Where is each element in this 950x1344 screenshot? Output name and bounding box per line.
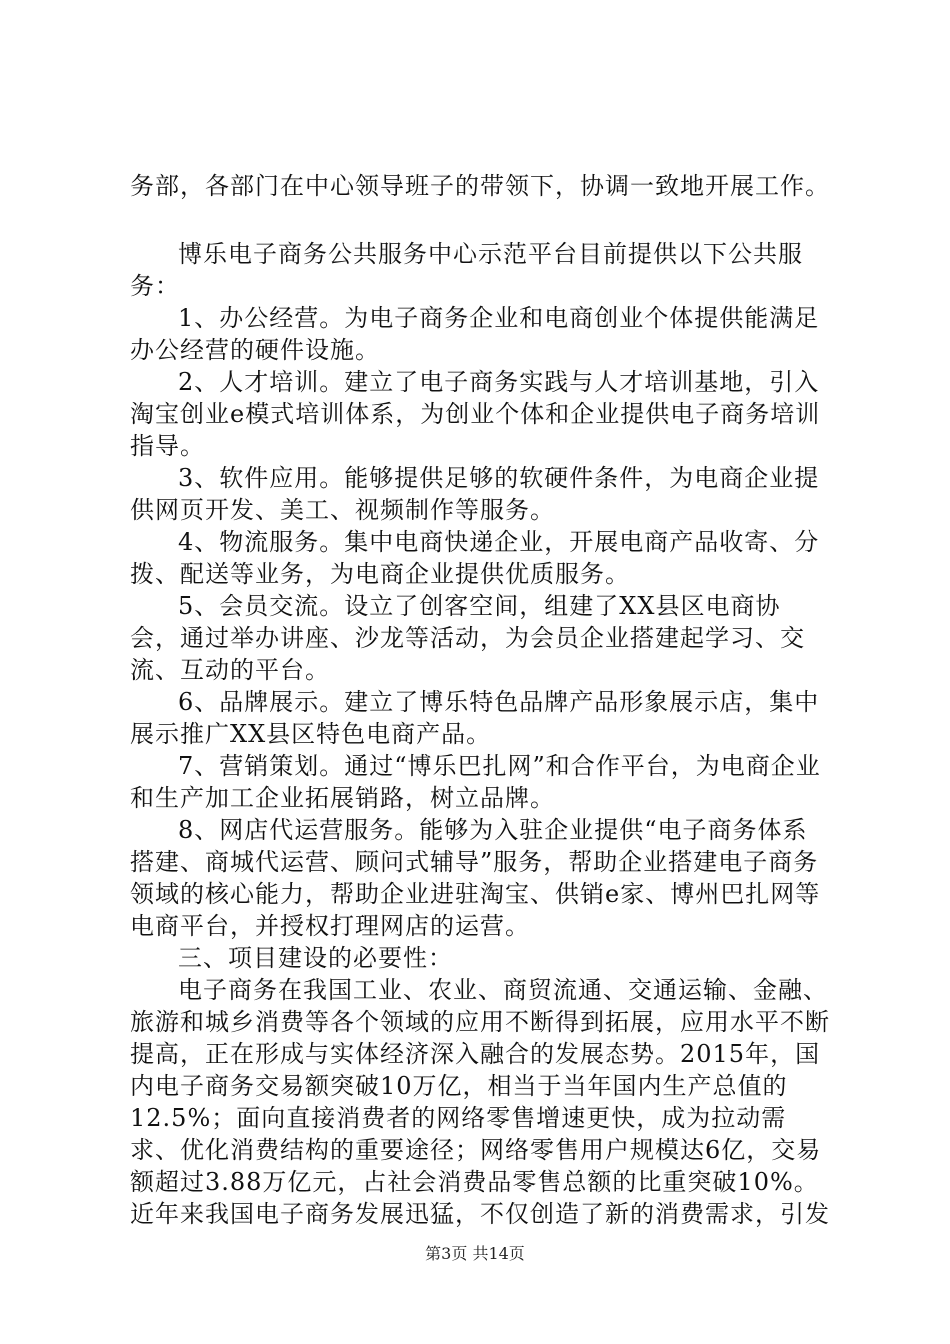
paragraph-item-5: 5、会员交流。设立了创客空间，组建了XX县区电商协会，通过举办讲座、沙龙等活动，为会员企业搭建起学习、交流、互动的平台。 [130,592,805,684]
paragraph-item-8: 8、网店代运营服务。能够为入驻企业提供“电子商务体系搭建、商城代运营、顾问式辅导”服务，帮助企业搭建电子商务领域的核心能力，帮助企业进驻淘宝、供销e家、博州巴扎网等电商平台，并授权打理网店的运营。 [130,816,821,940]
section-heading: 三、项目建设的必要性： [178,944,453,972]
paragraph-item-2: 2、人才培训。建立了电子商务实践与人才培训基地，引入淘宝创业e模式培训体系，为创业个体和企业提供电子商务培训指导。 [130,368,821,460]
paragraph-item-7: 7、营销策划。通过“博乐巴扎网”和合作平台，为电商企业和生产加工企业拓展销路，树立品牌。 [130,752,821,812]
paragraph-item-1: 1、办公经营。为电子商务企业和电商创业个体提供能满足办公经营的硬件设施。 [130,304,820,364]
paragraph-item-6: 6、品牌展示。建立了博乐特色品牌产品形象展示店，集中展示推广XX县区特色电商产品。 [130,688,820,748]
page-footer: 第3页 共14页 [425,1244,525,1263]
paragraph-item-4: 4、物流服务。集中电商快递企业，开展电商产品收寄、分拨、配送等业务，为电商企业提供优质服务。 [130,528,820,588]
document-body [130,170,830,1230]
paragraph-continuation: 务部，各部门在中心领导班子的带领下，协调一致地开展工作。 [130,172,830,200]
paragraph-item-3: 3、软件应用。能够提供足够的软硬件条件，为电商企业提供网页开发、美工、视频制作等服务。 [130,464,820,524]
paragraph-necessity: 电子商务在我国工业、农业、商贸流通、交通运输、金融、旅游和城乡消费等各个领域的应用不断得到拓展，应用水平不断提高，正在形成与实体经济深入融合的发展态势。2015年，国内电子商务交易额突破10万亿，相当于当年国内生产总值的12.5%；面向直接消费者的网络零售增速更快，成为拉动需求、优化消费结构的重要途径；网络零售用户规模达6亿，交易额超过3.88万亿元，占社会消费品零售总额的比重突破10%。近年来我国电子商务发展迅猛，不仅创造了新的消费需求，引发 [130,976,830,1228]
paragraph-intro: 博乐电子商务公共服务中心示范平台目前提供以下公共服务： [130,240,803,300]
